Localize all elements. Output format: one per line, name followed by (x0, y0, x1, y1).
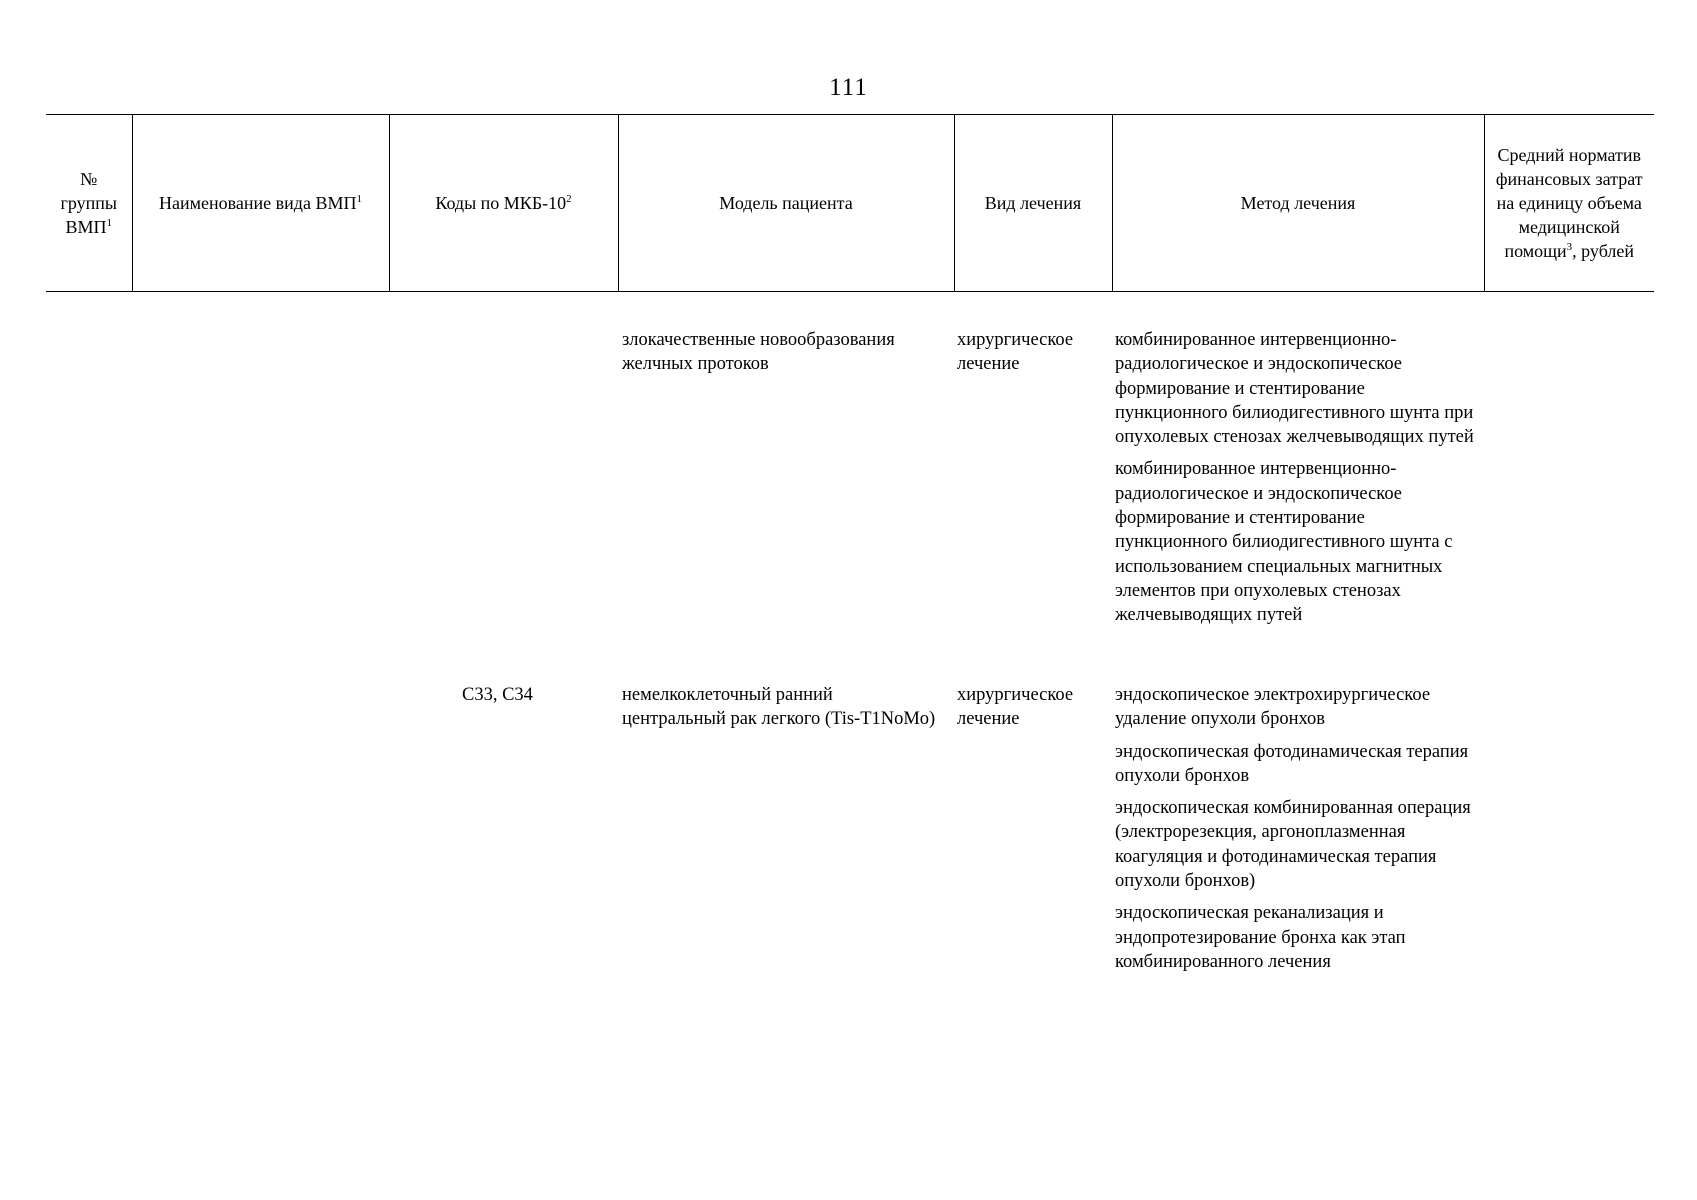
header-patient-model: Модель пациента (618, 115, 954, 292)
row2-icd-codes: C33, C34 (462, 685, 533, 705)
method-item: эндоскопическая комбинированная операция (электрорезекция, аргоноплазменная коагуляция и фотодинамическая терапия опухоли бронхов) (1115, 798, 1471, 892)
header-vmp-name: Наименование вида ВМП$^1$ (132, 115, 389, 292)
header-treatment-type: Вид лечения (954, 115, 1112, 292)
header-cost-standard: Средний норматив финансовых затрат на единицу объема медицинской помощи$^3$, рублей (1484, 115, 1654, 292)
header-icd-codes: Коды по МКБ-$10^2$ (389, 115, 618, 292)
page-number: 111 (829, 74, 868, 101)
row2-patient-model: немелкоклеточный ранний центральный рак легкого (Tis-T1NoMo) (622, 685, 936, 730)
row2-treatment-type: хирургическое лечение (957, 685, 1074, 730)
table-header (46, 114, 1654, 292)
method-item: эндоскопическое электрохирургическое удаление опухоли бронхов (1115, 685, 1431, 730)
method-item: эндоскопическая фотодинамическая терапия опухоли бронхов (1115, 741, 1469, 786)
method-item: эндоскопическая реканализация и эндопротезирование бронха как этап комбинированного лечения (1115, 903, 1406, 972)
method-item: комбинированное интервенционно-радиологическое и эндоскопическое формирование и стентирование пункционного билиодигестивного шунта с использованием специальных магнитных элементов при опухолевых стенозах желчевыводящих путей (1115, 459, 1453, 626)
row2-treatment-methods (1115, 683, 1480, 982)
row1-treatment-methods (1115, 328, 1480, 636)
header-group-number: № группы ВМП$^1$ (46, 115, 132, 292)
header-treatment-method: Метод лечения (1112, 115, 1484, 292)
row1-treatment-type: хирургическое лечение (957, 330, 1074, 375)
row1-patient-model: злокачественные новообразования желчных протоков (622, 330, 895, 375)
method-item: комбинированное интервенционно-радиологическое и эндоскопическое формирование и стентирование пункционного билиодигестивного шунта при опухолевых стенозах желчевыводящих путей (1115, 330, 1474, 448)
